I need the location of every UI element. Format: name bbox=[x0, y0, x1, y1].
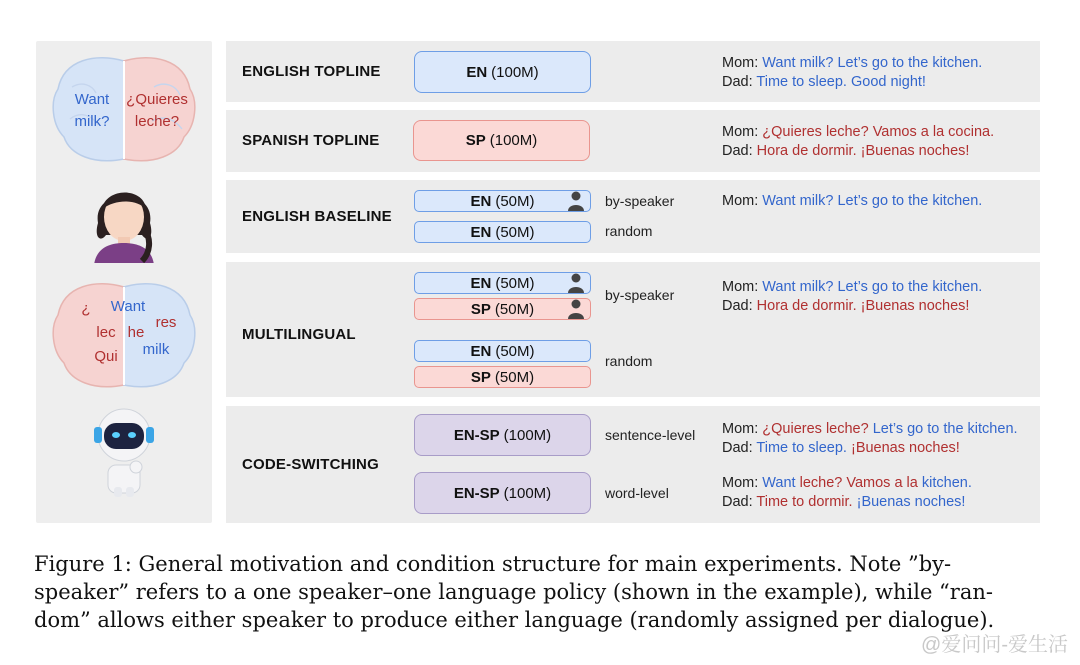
mixed-word-5: res bbox=[155, 314, 177, 331]
corpus-box-en: EN (50M) bbox=[414, 221, 591, 243]
person-icon bbox=[568, 273, 584, 293]
corpus-box-en-sp: EN-SP (100M) bbox=[414, 414, 591, 456]
brain-word-quieres: ¿Quieres bbox=[126, 91, 188, 108]
brain-word-leche: leche? bbox=[134, 113, 180, 130]
person-icon bbox=[568, 191, 584, 211]
illustration-panel bbox=[36, 41, 212, 523]
example-dialog-sentence: Mom: ¿Quieres leche? Let’s go to the kitchen. Dad: Time to sleep. ¡Buenas noches! bbox=[722, 421, 1018, 456]
split-label: by-speaker bbox=[605, 193, 675, 209]
corpus-box-sp: SP (50M) bbox=[414, 366, 591, 388]
row-code-switching bbox=[226, 406, 1040, 523]
watermark: @爱问问-爱生活 bbox=[921, 634, 1068, 656]
caption-line: speaker” refers to a one speaker–one language policy (shown in the example), while “ran- bbox=[34, 580, 993, 604]
brain-word-milk: milk? bbox=[74, 113, 110, 130]
row-spanish-topline bbox=[226, 110, 1040, 172]
corpus-box-sp: SP (100M) bbox=[413, 120, 590, 161]
corpus-box-en: EN (50M) bbox=[414, 190, 591, 212]
corpus-box-en: EN (100M) bbox=[414, 51, 591, 93]
split-label: by-speaker bbox=[605, 287, 675, 303]
mixed-word-4: he bbox=[127, 324, 145, 341]
condition-name: SPANISH TOPLINE bbox=[242, 132, 380, 149]
split-brain-icon bbox=[36, 41, 212, 181]
split-label: random bbox=[605, 353, 653, 369]
mixed-word-7: milk bbox=[142, 341, 170, 358]
condition-name: CODE-SWITCHING bbox=[242, 456, 379, 473]
figure-caption bbox=[34, 550, 1049, 634]
split-label: sentence-level bbox=[605, 427, 696, 443]
condition-name: ENGLISH TOPLINE bbox=[242, 63, 381, 80]
person-icon bbox=[568, 299, 584, 319]
mixed-word-1: ¿ bbox=[81, 300, 91, 317]
condition-name: MULTILINGUAL bbox=[242, 326, 356, 343]
brain-word-want: Want bbox=[74, 91, 110, 108]
mixed-word-6: Qui bbox=[94, 348, 118, 365]
split-label: word-level bbox=[605, 485, 669, 501]
caption-line: Figure 1: General motivation and condition structure for main experiments. Note ”by- bbox=[34, 552, 952, 576]
split-label: random bbox=[605, 223, 653, 239]
corpus-box-en: EN (50M) bbox=[414, 272, 591, 294]
corpus-box-en-sp: EN-SP (100M) bbox=[414, 472, 591, 514]
row-multilingual bbox=[226, 262, 1040, 397]
girl-avatar-icon bbox=[36, 173, 212, 263]
example-dialog: Mom: ¿Quieres leche? Vamos a la cocina. Dad: Hora de dormir. ¡Buenas noches! bbox=[722, 124, 995, 159]
mixed-brain-icon bbox=[36, 273, 212, 403]
corpus-box-en: EN (50M) bbox=[414, 340, 591, 362]
example-dialog: Mom: Want milk? Let’s go to the kitchen. Dad: Time to sleep. Good night! bbox=[722, 55, 983, 90]
mixed-word-2: Want bbox=[110, 298, 146, 315]
row-english-baseline bbox=[226, 180, 1040, 253]
example-dialog: Mom: Want milk? Let’s go to the kitchen. bbox=[722, 193, 983, 209]
row-english-topline bbox=[226, 41, 1040, 102]
caption-line: dom” allows either speaker to produce either language (randomly assigned per dialogue). bbox=[34, 608, 995, 632]
example-dialog: Mom: Want milk? Let’s go to the kitchen. Dad: Hora de dormir. ¡Buenas noches! bbox=[722, 279, 983, 314]
corpus-box-sp: SP (50M) bbox=[414, 298, 591, 320]
example-dialog-word: Mom: Want leche? Vamos a la kitchen. Dad: Time to dormir. ¡Buenas noches! bbox=[722, 475, 972, 510]
condition-name: ENGLISH BASELINE bbox=[242, 208, 392, 225]
robot-icon bbox=[36, 401, 212, 501]
mixed-word-3: lec bbox=[96, 324, 116, 341]
